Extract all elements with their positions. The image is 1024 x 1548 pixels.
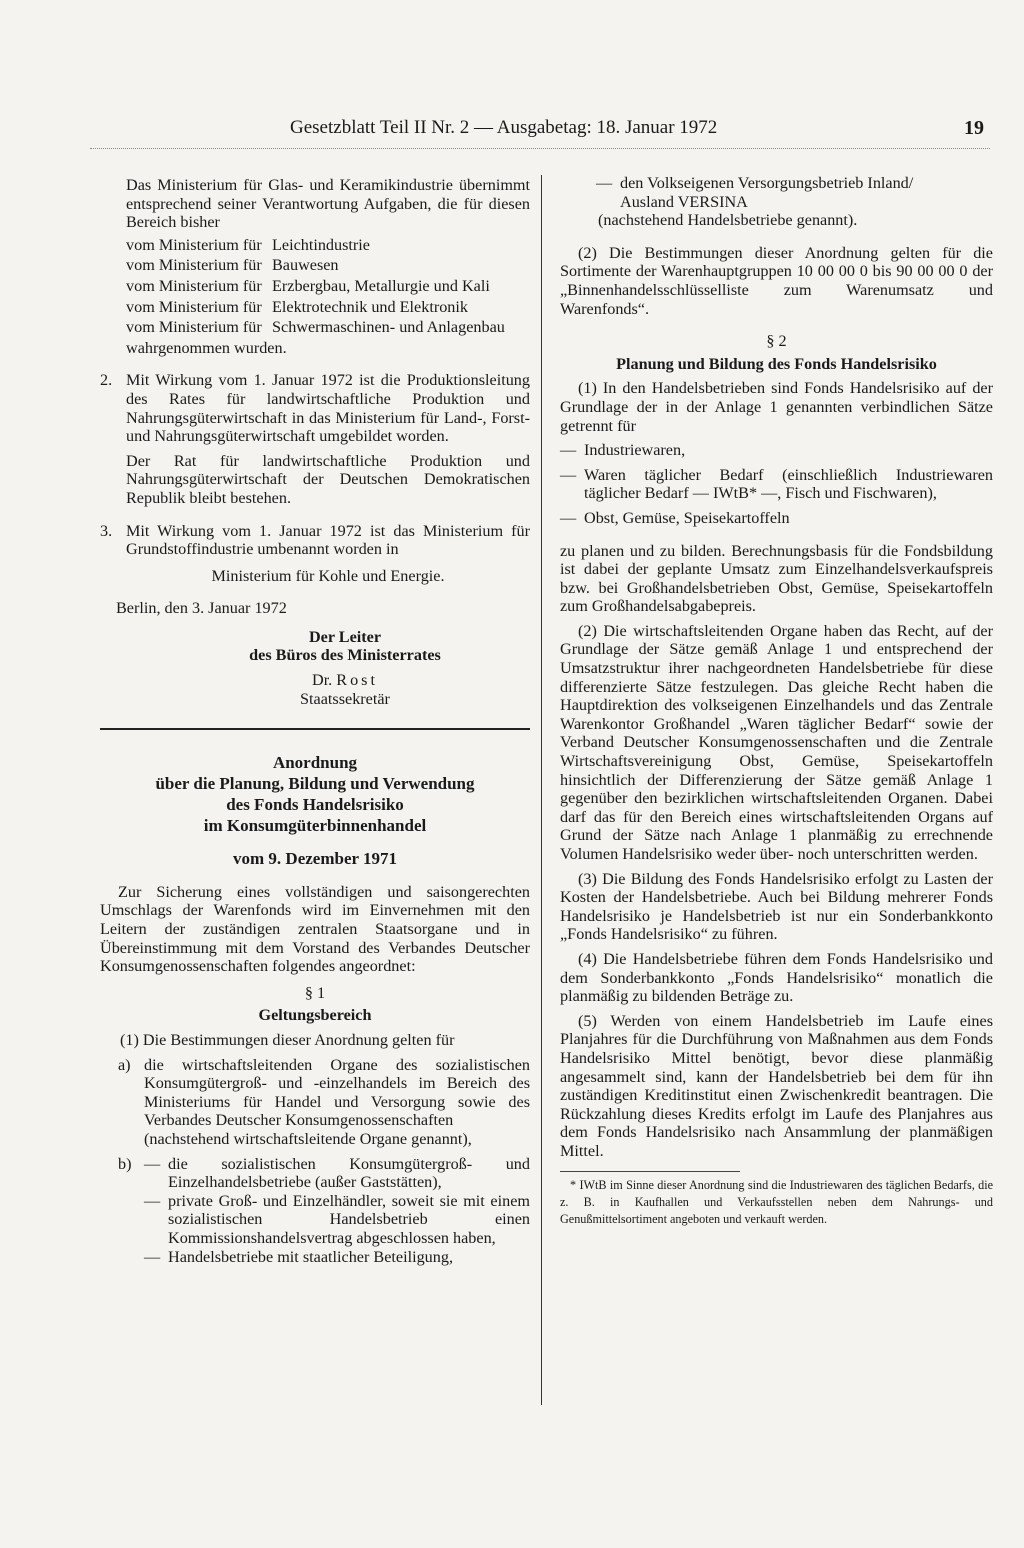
ministry-prefix: vom Ministerium für xyxy=(126,235,262,254)
versina-note: (nachstehend Handelsbetriebe genannt). xyxy=(598,211,858,230)
ministry-line xyxy=(100,256,530,275)
item-b-entry xyxy=(144,1192,530,1248)
section-1-item-a xyxy=(100,1056,530,1149)
item-b-entry-text: private Groß- und Einzelhändler, soweit sie mit einem sozialistischen Handelsbetrieb einen Kommissionshandelsvertrag abgeschlossen haben, xyxy=(168,1191,530,1247)
section-2-number: § 2 xyxy=(766,332,787,351)
signature-title-2: des Büros des Ministerrates xyxy=(249,646,441,665)
ministry-name: Elektrotechnik und Elektronik xyxy=(272,297,468,316)
wahrgenommen-text: wahrgenommen wurden. xyxy=(126,338,287,357)
goods-item-text: Obst, Gemüse, Speisekartoffeln xyxy=(584,508,790,527)
item-3-text: Mit Wirkung vom 1. Januar 1972 ist das Ministerium für Grundstoffindustrie umbenannt worden in xyxy=(126,521,530,559)
item-b-entry xyxy=(144,1248,530,1267)
item-b-entry xyxy=(144,1155,530,1192)
section-divider xyxy=(100,728,530,730)
versina-line-2: Ausland VERSINA xyxy=(620,192,748,211)
section-1-para-1: (1) Die Bestimmungen dieser Anordnung gelten für xyxy=(120,1031,455,1049)
item-3-label: 3. xyxy=(100,521,113,540)
item-2-paragraph-2: Der Rat für landwirtschaftliche Produktion und Nahrungsgüterwirtschaft der Deutschen Demokratischen Republik bleibt bestehen. xyxy=(126,451,530,507)
item-3-new-name: Ministerium für Kohle und Energie. xyxy=(211,566,445,585)
dash-bullet: — xyxy=(144,1154,161,1173)
ministry-line xyxy=(100,236,530,255)
order-title-line-3: des Fonds Handelsrisiko xyxy=(226,795,404,815)
ministry-line xyxy=(100,277,530,296)
dash-bullet: — xyxy=(596,174,613,192)
right-column xyxy=(560,174,993,1228)
header-rule xyxy=(90,148,990,149)
signature-prefix: Dr. xyxy=(312,671,333,690)
page-number: 19 xyxy=(964,117,984,139)
item-a-text: die wirtschaftsleitenden Organe des sozialistischen Konsumgütergroß- und -einzelhandels im Bereich des Ministeriums für Handel und Versorgung sowie des Verbandes Deutscher Konsumgenossenschaften xyxy=(144,1055,530,1130)
section-2-title: Planung und Bildung des Fonds Handelsrisiko xyxy=(616,354,937,373)
versina-entry xyxy=(560,174,993,211)
ministry-line xyxy=(100,298,530,317)
section-2-para-4: (4) Die Handelsbetriebe führen dem Fonds Handelsrisiko und dem Sonderbankkonto „Fonds Handelsrisiko“ monatlich die planmäßig zu bildenden Beträge zu. xyxy=(560,949,993,1006)
goods-item xyxy=(560,509,993,528)
item-2-label: 2. xyxy=(100,371,113,390)
dash-bullet: — xyxy=(560,441,577,460)
ministry-prefix: vom Ministerium für xyxy=(126,256,262,275)
ministry-prefix: vom Ministerium für xyxy=(126,297,262,316)
ministry-prefix: vom Ministerium für xyxy=(126,276,262,295)
section-2-para-5: (5) Werden von einem Handelsbetrieb im Laufe eines Planjahres für die Durchführung von Maßnahmen aus dem Fonds Handelsrisiko Mittel benötigt, bevor diese planmäßig angesammelt sind, kann der Handelsbetrieb bei dem für ihn zuständigen Kreditinstitut einen Zwischenkredit beantragen. Die Rückzahlung dieses Kredits erfolgt im Laufe des Planjahres aus dem Fonds Handelsrisiko nach Ansammlung der planmäßigen Mittel. xyxy=(560,1011,993,1160)
order-date: vom 9. Dezember 1971 xyxy=(233,849,397,869)
item-b-entry-text: Handelsbetriebe mit staatlicher Beteiligung, xyxy=(168,1247,453,1266)
goods-item xyxy=(560,441,993,460)
item-3 xyxy=(100,522,530,559)
order-title-line-1: Anordnung xyxy=(272,753,358,773)
ministry-name: Schwermaschinen- und Anlagenbau xyxy=(272,318,505,337)
order-title-line-2: über die Planung, Bildung und Verwendung xyxy=(155,774,475,794)
goods-item xyxy=(560,466,993,503)
goods-item-text: Waren täglicher Bedarf (einschließlich Industriewaren täglicher Bedarf — IWtB* —, Fisch und Fischwaren), xyxy=(584,465,993,503)
order-title xyxy=(100,752,530,836)
left-column xyxy=(100,176,530,1266)
item-a-body xyxy=(144,1056,530,1149)
versina-text xyxy=(620,174,993,211)
column-separator xyxy=(541,175,542,1405)
ministry-name: Leichtindustrie xyxy=(272,235,370,254)
dash-bullet: — xyxy=(560,465,577,484)
signature-name-line xyxy=(160,671,530,690)
item-a-note: (nachstehend wirtschaftsleitende Organe genannt), xyxy=(144,1129,472,1148)
ministry-name: Bauwesen xyxy=(272,256,339,275)
signature-role: Staatssekretär xyxy=(300,689,390,708)
ministry-prefix: vom Ministerium für xyxy=(126,318,262,337)
item-a-label: a) xyxy=(118,1055,131,1074)
order-title-line-4: im Konsumgüterbinnenhandel xyxy=(203,816,427,836)
goods-item-text: Industriewaren, xyxy=(584,441,686,460)
gazette-title: Gesetzblatt Teil II Nr. 2 — Ausgabetag: 18. Januar 1972 xyxy=(290,117,718,138)
section-2-para-3: (3) Die Bildung des Fonds Handelsrisiko erfolgt zu Lasten der Kosten der Handelsbetriebe. Auch bei Bildung mehrerer Fonds Handelsrisiko je Handelsbetrieb ist nur ein Sonderbankkonto „Fonds Handelsrisiko“ zu führen. xyxy=(560,869,993,944)
item-b-entry-text: die sozialistischen Konsumgütergroß- und Einzelhandelsbetriebe (außer Gaststätten), xyxy=(168,1154,530,1192)
section-1-number: § 1 xyxy=(304,983,326,1002)
place-date: Berlin, den 3. Januar 1972 xyxy=(116,599,287,618)
dash-bullet: — xyxy=(560,508,577,527)
dash-bullet: — xyxy=(144,1247,161,1266)
intro-paragraph: Das Ministerium für Glas- und Keramikindustrie übernimmt entsprechend seiner Verantwortung Aufgaben, die für diesen Bereich bisher xyxy=(126,176,530,232)
dash-bullet: — xyxy=(144,1191,161,1210)
item-2-text: Mit Wirkung vom 1. Januar 1972 ist die Produktionsleitung des Rates für landwirtschaftliche Produktion und Nahrungsgüterwirtschaft in das Ministerium für Land-, Forst- und Nahrungsgüterwirtschaft umgebildet worden. xyxy=(126,371,530,446)
signature-block xyxy=(100,628,530,708)
section-1-item-b xyxy=(100,1155,530,1267)
section-2-para-2: (2) Die wirtschaftsleitenden Organe haben das Recht, auf der Grundlage der Sätze gemäß Anlage 1 und entsprechend der Umsatzstruktur ihrer nachgeordneten Handelsbetriebe für diese differenzierte Sätze festzulegen. Das gleiche Recht haben die Hauptdirektion des volkseigenen Einzelhandels und das Zentrale Warenkontor Großhandel „Waren täglicher Bedarf“ sowie der Verband Deutscher Konsumgenossenschaften und die Zentrale Wirtschaftsvereinigung Obst, Gemüse, Speisekartoffeln hinsichtlich der Differenzierung der Sätze gemäß Anlage 1 gegenüber den bezirklichen wirtschaftsleitenden Organen. Dabei darf das für den Bereich eines wirtschaftsleitenden Organs auf Grund der Sätze nach Anlage 1 planmäßig zu errechnende Volumen Handelsrisiko weder über- noch unterschritten werden. xyxy=(560,621,993,863)
section-2-para-1: (1) In den Handelsbetrieben sind Fonds Handelsrisiko auf der Grundlage der in der Anlage 1 genannten verbindlichen Sätze getrennt für xyxy=(560,379,993,435)
footnote: * IWtB im Sinne dieser Anordnung sind die Industriewaren des täglichen Bedarfs, die z. B. in Kaufhallen und Verkaufsstellen neben dem Nahrungs- und Genußmittelsortiment angeboten und verkauft werden. xyxy=(560,1177,993,1226)
ministry-line xyxy=(100,318,530,337)
section-2-para-1-continued: zu planen und zu bilden. Berechnungsbasis für die Fondsbildung ist dabei der geplante Umsatz zum Einzelhandelsverkaufspreis bzw. bei Großhandelsbetrieben Obst, Gemüse, Speisekartoffeln zum Großhandelsabgabepreis. xyxy=(560,541,993,616)
versina-line-1: den Volkseigenen Versorgungsbetrieb Inland/ xyxy=(620,174,914,192)
section-1-para-2: (2) Die Bestimmungen dieser Anordnung gelten für die Sortimente der Warenhauptgruppen 10 00 00 0 bis 90 00 00 0 der „Binnenhandelsschlüsselliste zum Warenumsatz und Warenfonds“. xyxy=(560,243,993,318)
section-1-title: Geltungsbereich xyxy=(258,1006,372,1025)
ministry-name: Erzbergbau, Metallurgie und Kali xyxy=(272,276,490,295)
page-header xyxy=(0,113,1024,143)
preamble: Zur Sicherung eines vollständigen und saisongerechten Umschlags der Warenfonds wird im Einvernehmen mit den Leitern der zuständigen zentralen Staatsorgane und in Übereinstimmung mit dem Vorstand des Verbandes Deutscher Konsumgenossenschaften folgendes angeordnet: xyxy=(100,882,530,976)
item-b-label: b) xyxy=(118,1154,132,1173)
signature-title-1: Der Leiter xyxy=(308,627,382,646)
signature-name: Rost xyxy=(336,671,378,690)
item-2 xyxy=(100,371,530,445)
item-b-list xyxy=(144,1155,530,1267)
